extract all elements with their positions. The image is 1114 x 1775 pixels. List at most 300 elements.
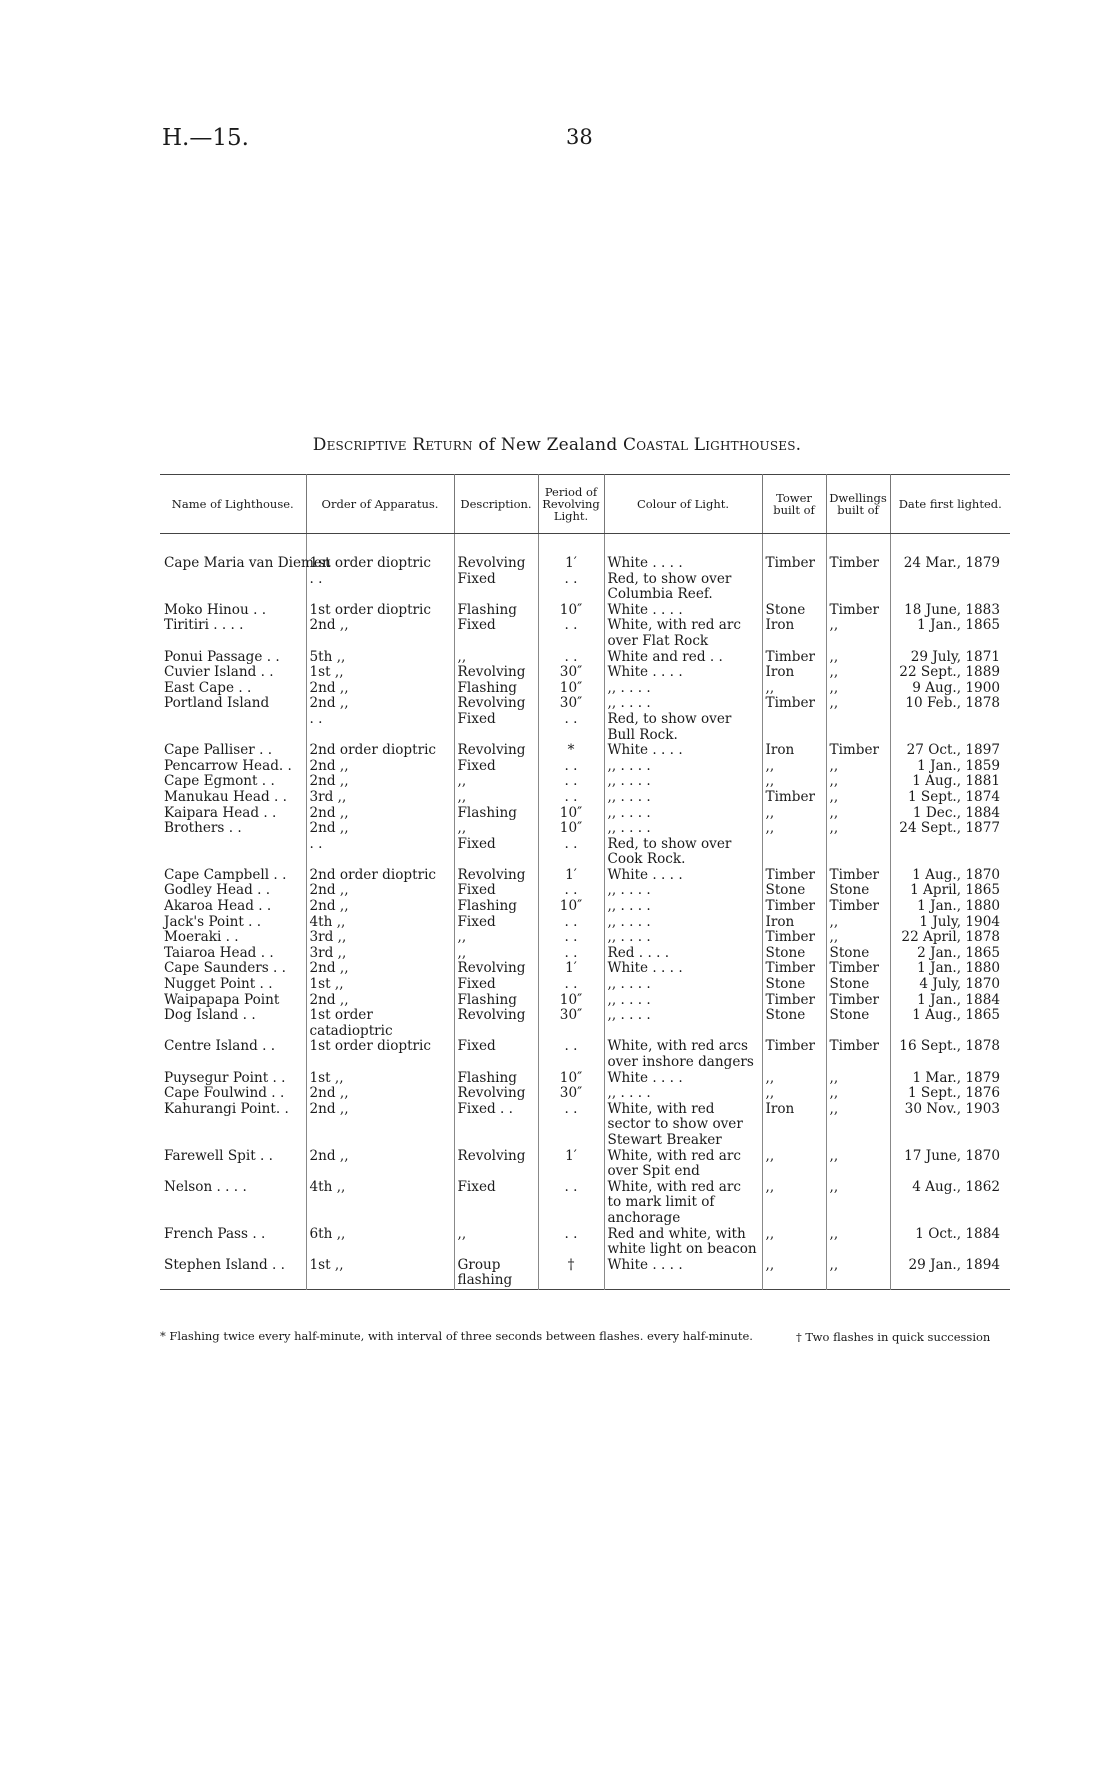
table-row	[160, 961, 1010, 977]
cell-tower: Stone	[762, 1008, 826, 1039]
cell-name: Pencarrow Head. .	[160, 759, 306, 775]
cell-dwellings: Stone	[826, 977, 890, 993]
table-row	[160, 665, 1010, 681]
cell-colour: ,, . . . .	[604, 821, 762, 837]
cell-name: Manukau Head . .	[160, 790, 306, 806]
cell-date: 1 Sept., 1876	[907, 1085, 1000, 1102]
cell-tower	[762, 572, 826, 603]
cell-description: ,,	[454, 790, 538, 806]
table-row	[160, 618, 1010, 649]
header-tower: Tower built of	[762, 475, 826, 534]
table-row	[160, 650, 1010, 666]
cell-period: . .	[538, 1180, 604, 1227]
cell-dwellings: ,,	[826, 618, 890, 649]
cell-description: ,,	[454, 930, 538, 946]
cell-order: 1st ,,	[306, 1258, 454, 1290]
cell-colour: White . . . .	[604, 1071, 762, 1087]
cell-colour: ,, . . . .	[604, 883, 762, 899]
table-row	[160, 868, 1010, 884]
cell-name: Tiritiri . . . .	[160, 618, 306, 649]
cell-description: Fixed	[454, 1180, 538, 1227]
footnote-star: * Flashing twice every half-minute, with interval of three seconds between flashes. every half-minute.	[160, 1329, 753, 1343]
table-row	[160, 915, 1010, 931]
cell-description: Fixed	[454, 883, 538, 899]
cell-period: . .	[538, 759, 604, 775]
cell-colour: Red, to show over Columbia Reef.	[604, 572, 762, 603]
cell-date: 1 Jan., 1880	[917, 898, 1000, 915]
document-reference: H.—15.	[162, 125, 249, 151]
cell-order: 2nd ,,	[306, 899, 454, 915]
cell-date: 4 July, 1870	[919, 976, 1000, 993]
cell-date: 1 Oct., 1884	[915, 1225, 1000, 1242]
cell-tower: Timber	[762, 696, 826, 712]
cell-order: 3rd ,,	[306, 790, 454, 806]
cell-description: ,,	[454, 650, 538, 666]
cell-dwellings: ,,	[826, 1227, 890, 1258]
table-row	[160, 1071, 1010, 1087]
table-title	[0, 435, 1114, 455]
cell-name: Kahurangi Point. .	[160, 1102, 306, 1149]
footnote-dagger: † Two flashes in quick succession	[796, 1330, 991, 1344]
cell-tower: Timber	[762, 1039, 826, 1070]
cell-date: 4 Aug., 1862	[912, 1178, 1000, 1195]
cell-period: 30″	[538, 696, 604, 712]
cell-period: . .	[538, 946, 604, 962]
cell-name: Puysegur Point . .	[160, 1071, 306, 1087]
cell-colour: ,, . . . .	[604, 790, 762, 806]
cell-date: 1 Jan., 1865	[917, 617, 1000, 634]
cell-tower: Stone	[762, 883, 826, 899]
cell-period: . .	[538, 1102, 604, 1149]
title-mid: of New Zealand	[478, 435, 618, 455]
cell-order: . .	[306, 837, 454, 868]
cell-tower: Stone	[762, 946, 826, 962]
cell-colour: White . . . .	[604, 1258, 762, 1290]
cell-colour: Red, to show over Bull Rock.	[604, 712, 762, 743]
cell-colour: ,, . . . .	[604, 774, 762, 790]
cell-dwellings: ,,	[826, 821, 890, 837]
cell-dwellings: ,,	[826, 1180, 890, 1227]
cell-description: Revolving	[454, 743, 538, 759]
cell-dwellings: Timber	[826, 961, 890, 977]
cell-date: 22 Sept., 1889	[899, 664, 1000, 681]
cell-description: ,,	[454, 774, 538, 790]
table-row	[160, 806, 1010, 822]
cell-description: Fixed	[454, 618, 538, 649]
table-row	[160, 977, 1010, 993]
cell-date	[890, 712, 1010, 743]
cell-dwellings: ,,	[826, 1071, 890, 1087]
cell-name: Cape Campbell . .	[160, 868, 306, 884]
cell-period: 1′	[538, 961, 604, 977]
cell-description: Group flashing	[454, 1258, 538, 1290]
title-tail: Coastal Lighthouses.	[623, 435, 802, 455]
cell-description: Fixed	[454, 837, 538, 868]
cell-date	[890, 837, 1010, 868]
cell-name: East Cape . .	[160, 681, 306, 697]
cell-period: . .	[538, 930, 604, 946]
cell-name: Cape Maria van Diemen	[160, 556, 306, 572]
table-body	[160, 534, 1010, 1290]
cell-dwellings	[826, 837, 890, 868]
cell-tower: Timber	[762, 899, 826, 915]
cell-name: Cape Palliser . .	[160, 743, 306, 759]
cell-dwellings: ,,	[826, 1258, 890, 1290]
cell-colour: ,, . . . .	[604, 806, 762, 822]
cell-dwellings: ,,	[826, 650, 890, 666]
cell-name: Dog Island . .	[160, 1008, 306, 1039]
cell-description: Revolving	[454, 1086, 538, 1102]
cell-date: 1 Mar., 1879	[912, 1069, 1000, 1086]
cell-order: 1st ,,	[306, 1071, 454, 1087]
cell-name: Portland Island	[160, 696, 306, 712]
cell-period: *	[538, 743, 604, 759]
cell-tower: Timber	[762, 650, 826, 666]
cell-period: . .	[538, 883, 604, 899]
cell-name: Centre Island . .	[160, 1039, 306, 1070]
cell-colour: White . . . .	[604, 665, 762, 681]
cell-dwellings: Timber	[826, 603, 890, 619]
table-row	[160, 774, 1010, 790]
cell-name	[160, 837, 306, 868]
table-row	[160, 993, 1010, 1009]
cell-dwellings: Timber	[826, 1039, 890, 1070]
cell-dwellings: ,,	[826, 681, 890, 697]
cell-period: 10″	[538, 806, 604, 822]
cell-tower: Timber	[762, 790, 826, 806]
cell-name: Kaipara Head . .	[160, 806, 306, 822]
table-row	[160, 603, 1010, 619]
title-lead: Descriptive Return	[312, 435, 473, 455]
cell-dwellings	[826, 712, 890, 743]
cell-tower: ,,	[762, 1149, 826, 1180]
cell-date: 18 June, 1883	[904, 601, 1000, 618]
cell-tower: Timber	[762, 556, 826, 572]
cell-colour: White . . . .	[604, 743, 762, 759]
cell-period: . .	[538, 790, 604, 806]
cell-dwellings: ,,	[826, 774, 890, 790]
cell-description: ,,	[454, 821, 538, 837]
cell-order: 2nd order dioptric	[306, 743, 454, 759]
cell-period: †	[538, 1258, 604, 1290]
table-row	[160, 1008, 1010, 1039]
cell-period: 10″	[538, 681, 604, 697]
cell-date: 1 Jan., 1884	[917, 991, 1000, 1008]
cell-period: . .	[538, 1039, 604, 1070]
cell-order: 5th ,,	[306, 650, 454, 666]
cell-period: 10″	[538, 603, 604, 619]
table-row	[160, 1258, 1010, 1290]
cell-order: 2nd ,,	[306, 696, 454, 712]
cell-period: 30″	[538, 1008, 604, 1039]
cell-date: 9 Aug., 1900	[912, 679, 1000, 696]
cell-description: Flashing	[454, 806, 538, 822]
cell-name: Nugget Point . .	[160, 977, 306, 993]
table-row	[160, 946, 1010, 962]
cell-colour: ,, . . . .	[604, 759, 762, 775]
cell-name: Stephen Island . .	[160, 1258, 306, 1290]
cell-colour: ,, . . . .	[604, 899, 762, 915]
cell-tower: ,,	[762, 1227, 826, 1258]
cell-order: 1st order dioptric	[306, 603, 454, 619]
cell-dwellings: Stone	[826, 946, 890, 962]
cell-colour: ,, . . . .	[604, 681, 762, 697]
cell-name: French Pass . .	[160, 1227, 306, 1258]
cell-description: Revolving	[454, 1149, 538, 1180]
cell-tower: Timber	[762, 993, 826, 1009]
cell-description: Revolving	[454, 1008, 538, 1039]
cell-period: 10″	[538, 1071, 604, 1087]
cell-tower: Stone	[762, 977, 826, 993]
table-row	[160, 572, 1010, 603]
cell-order: 4th ,,	[306, 1180, 454, 1227]
cell-date: 27 Oct., 1897	[906, 742, 1000, 759]
cell-order: 3rd ,,	[306, 946, 454, 962]
table-row	[160, 1149, 1010, 1180]
cell-dwellings: ,,	[826, 696, 890, 712]
cell-description: Revolving	[454, 665, 538, 681]
cell-name: Moeraki . .	[160, 930, 306, 946]
cell-dwellings: Stone	[826, 1008, 890, 1039]
cell-dwellings: ,,	[826, 806, 890, 822]
cell-tower: Timber	[762, 961, 826, 977]
header-dwellings: Dwellings built of	[826, 475, 890, 534]
cell-name: Taiaroa Head . .	[160, 946, 306, 962]
table-row	[160, 930, 1010, 946]
cell-dwellings: ,,	[826, 1086, 890, 1102]
table-row	[160, 681, 1010, 697]
table-row	[160, 1039, 1010, 1070]
cell-tower: ,,	[762, 681, 826, 697]
table-row	[160, 556, 1010, 572]
cell-date: 29 Jan., 1894	[908, 1256, 1000, 1273]
cell-period: . .	[538, 618, 604, 649]
cell-name: Cape Egmont . .	[160, 774, 306, 790]
cell-order: 1st order dioptric	[306, 556, 454, 572]
table-spacer	[160, 534, 1010, 557]
cell-period: . .	[538, 572, 604, 603]
cell-colour: White . . . .	[604, 868, 762, 884]
cell-date: 1 Sept., 1874	[907, 788, 1000, 805]
cell-order: 2nd ,,	[306, 774, 454, 790]
cell-colour: White . . . .	[604, 961, 762, 977]
cell-period: . .	[538, 712, 604, 743]
cell-order: . .	[306, 572, 454, 603]
cell-tower	[762, 712, 826, 743]
cell-colour: White . . . .	[604, 603, 762, 619]
cell-name: Waipapapa Point	[160, 993, 306, 1009]
header-order: Order of Apparatus.	[306, 475, 454, 534]
cell-name: Moko Hinou . .	[160, 603, 306, 619]
cell-order: . .	[306, 712, 454, 743]
cell-date: 1 Jan., 1859	[917, 757, 1000, 774]
cell-dwellings: Timber	[826, 556, 890, 572]
cell-description: ,,	[454, 1227, 538, 1258]
cell-period: . .	[538, 915, 604, 931]
cell-name: Godley Head . .	[160, 883, 306, 899]
cell-order: 3rd ,,	[306, 930, 454, 946]
table-row	[160, 1102, 1010, 1149]
header-period: Period of Revolving Light.	[538, 475, 604, 534]
cell-date: 16 Sept., 1878	[899, 1038, 1000, 1055]
cell-description: Fixed	[454, 759, 538, 775]
cell-order: 1st ,,	[306, 977, 454, 993]
cell-tower: Iron	[762, 743, 826, 759]
cell-tower: ,,	[762, 1180, 826, 1227]
lighthouse-table	[160, 474, 1010, 1290]
cell-description: Revolving	[454, 961, 538, 977]
cell-dwellings: ,,	[826, 930, 890, 946]
cell-period: 1′	[538, 556, 604, 572]
cell-dwellings: ,,	[826, 759, 890, 775]
lighthouse-table-container	[160, 474, 1010, 1290]
cell-description: Revolving	[454, 556, 538, 572]
cell-period: . .	[538, 1227, 604, 1258]
cell-colour: Red . . . .	[604, 946, 762, 962]
cell-tower: ,,	[762, 1258, 826, 1290]
cell-order: 1st ,,	[306, 665, 454, 681]
cell-name: Cape Foulwind . .	[160, 1086, 306, 1102]
table-row	[160, 883, 1010, 899]
cell-date: 1 April, 1865	[910, 882, 1000, 899]
cell-dwellings: ,,	[826, 1102, 890, 1149]
cell-name: Cape Saunders . .	[160, 961, 306, 977]
header-colour: Colour of Light.	[604, 475, 762, 534]
cell-order: 2nd ,,	[306, 759, 454, 775]
cell-colour: White and red . .	[604, 650, 762, 666]
cell-colour: White, with red arc over Flat Rock	[604, 618, 762, 649]
cell-date: 1 Aug., 1865	[912, 1007, 1000, 1024]
cell-description: Revolving	[454, 696, 538, 712]
cell-description: Fixed	[454, 915, 538, 931]
cell-dwellings: ,,	[826, 1149, 890, 1180]
cell-date: 17 June, 1870	[904, 1147, 1000, 1164]
cell-order: 2nd ,,	[306, 883, 454, 899]
cell-tower: Iron	[762, 618, 826, 649]
cell-name: Akaroa Head . .	[160, 899, 306, 915]
cell-description: ,,	[454, 946, 538, 962]
cell-name: Nelson . . . .	[160, 1180, 306, 1227]
cell-tower: ,,	[762, 821, 826, 837]
table-row	[160, 790, 1010, 806]
cell-date: 1 Dec., 1884	[912, 804, 1000, 821]
cell-colour: White, with red arc over Spit end	[604, 1149, 762, 1180]
cell-tower: Iron	[762, 1102, 826, 1149]
cell-date: 1 Jan., 1880	[917, 960, 1000, 977]
table-row	[160, 1180, 1010, 1227]
cell-date: 30 Nov., 1903	[904, 1100, 1000, 1117]
cell-dwellings: Timber	[826, 899, 890, 915]
cell-name: Jack's Point . .	[160, 915, 306, 931]
cell-description: Revolving	[454, 868, 538, 884]
cell-description: Flashing	[454, 1071, 538, 1087]
cell-period: 1′	[538, 868, 604, 884]
cell-order: 2nd ,,	[306, 821, 454, 837]
cell-order: 1st order catadioptric	[306, 1008, 454, 1039]
cell-period: 10″	[538, 899, 604, 915]
cell-colour: ,, . . . .	[604, 1008, 762, 1039]
cell-tower: ,,	[762, 806, 826, 822]
cell-description: Fixed	[454, 572, 538, 603]
page-number: 38	[566, 125, 593, 149]
cell-tower: ,,	[762, 774, 826, 790]
cell-dwellings: ,,	[826, 665, 890, 681]
cell-dwellings: Timber	[826, 993, 890, 1009]
cell-name	[160, 572, 306, 603]
table-row	[160, 696, 1010, 712]
cell-order: 2nd ,,	[306, 1086, 454, 1102]
cell-colour: ,, . . . .	[604, 915, 762, 931]
cell-period: . .	[538, 977, 604, 993]
cell-period: 10″	[538, 993, 604, 1009]
cell-date	[890, 572, 1010, 603]
cell-period: . .	[538, 650, 604, 666]
cell-date: 10 Feb., 1878	[905, 695, 1000, 712]
cell-period: 30″	[538, 1086, 604, 1102]
cell-colour: White, with red arcs over inshore dangers	[604, 1039, 762, 1070]
cell-description: Flashing	[454, 993, 538, 1009]
cell-tower: ,,	[762, 1086, 826, 1102]
cell-order: 2nd order dioptric	[306, 868, 454, 884]
cell-date: 22 April, 1878	[901, 929, 1000, 946]
cell-order: 2nd ,,	[306, 618, 454, 649]
cell-description: Flashing	[454, 603, 538, 619]
cell-description: Fixed . .	[454, 1102, 538, 1149]
header-date: Date first lighted.	[890, 475, 1010, 534]
cell-tower: Iron	[762, 915, 826, 931]
cell-date: 1 Aug., 1881	[912, 773, 1000, 790]
cell-period: 1′	[538, 1149, 604, 1180]
cell-dwellings	[826, 572, 890, 603]
cell-order: 2nd ,,	[306, 806, 454, 822]
header-name: Name of Lighthouse.	[160, 475, 306, 534]
table-row	[160, 712, 1010, 743]
cell-colour: ,, . . . .	[604, 696, 762, 712]
cell-period: . .	[538, 837, 604, 868]
header-description: Description.	[454, 475, 538, 534]
table-row	[160, 1086, 1010, 1102]
cell-colour: ,, . . . .	[604, 993, 762, 1009]
cell-dwellings: Timber	[826, 743, 890, 759]
cell-colour: White . . . .	[604, 556, 762, 572]
cell-order: 2nd ,,	[306, 1102, 454, 1149]
cell-dwellings: ,,	[826, 790, 890, 806]
cell-date: 24 Sept., 1877	[899, 820, 1000, 837]
cell-dwellings: Stone	[826, 883, 890, 899]
cell-name: Farewell Spit . .	[160, 1149, 306, 1180]
cell-name: Brothers . .	[160, 821, 306, 837]
cell-date: 1 July, 1904	[919, 913, 1000, 930]
cell-colour: ,, . . . .	[604, 1086, 762, 1102]
cell-colour: White, with red sector to show over Stewart Breaker	[604, 1102, 762, 1149]
table-row	[160, 759, 1010, 775]
cell-period: 10″	[538, 821, 604, 837]
cell-order: 4th ,,	[306, 915, 454, 931]
cell-order: 1st order dioptric	[306, 1039, 454, 1070]
cell-description: Flashing	[454, 681, 538, 697]
table-row	[160, 837, 1010, 868]
cell-description: Flashing	[454, 899, 538, 915]
cell-period: 30″	[538, 665, 604, 681]
cell-description: Fixed	[454, 712, 538, 743]
cell-tower: ,,	[762, 759, 826, 775]
cell-dwellings: Timber	[826, 868, 890, 884]
table-row	[160, 899, 1010, 915]
cell-tower: Timber	[762, 868, 826, 884]
cell-order: 2nd ,,	[306, 681, 454, 697]
cell-date: 29 July, 1871	[910, 648, 1000, 665]
cell-colour: White, with red arc to mark limit of anchorage	[604, 1180, 762, 1227]
